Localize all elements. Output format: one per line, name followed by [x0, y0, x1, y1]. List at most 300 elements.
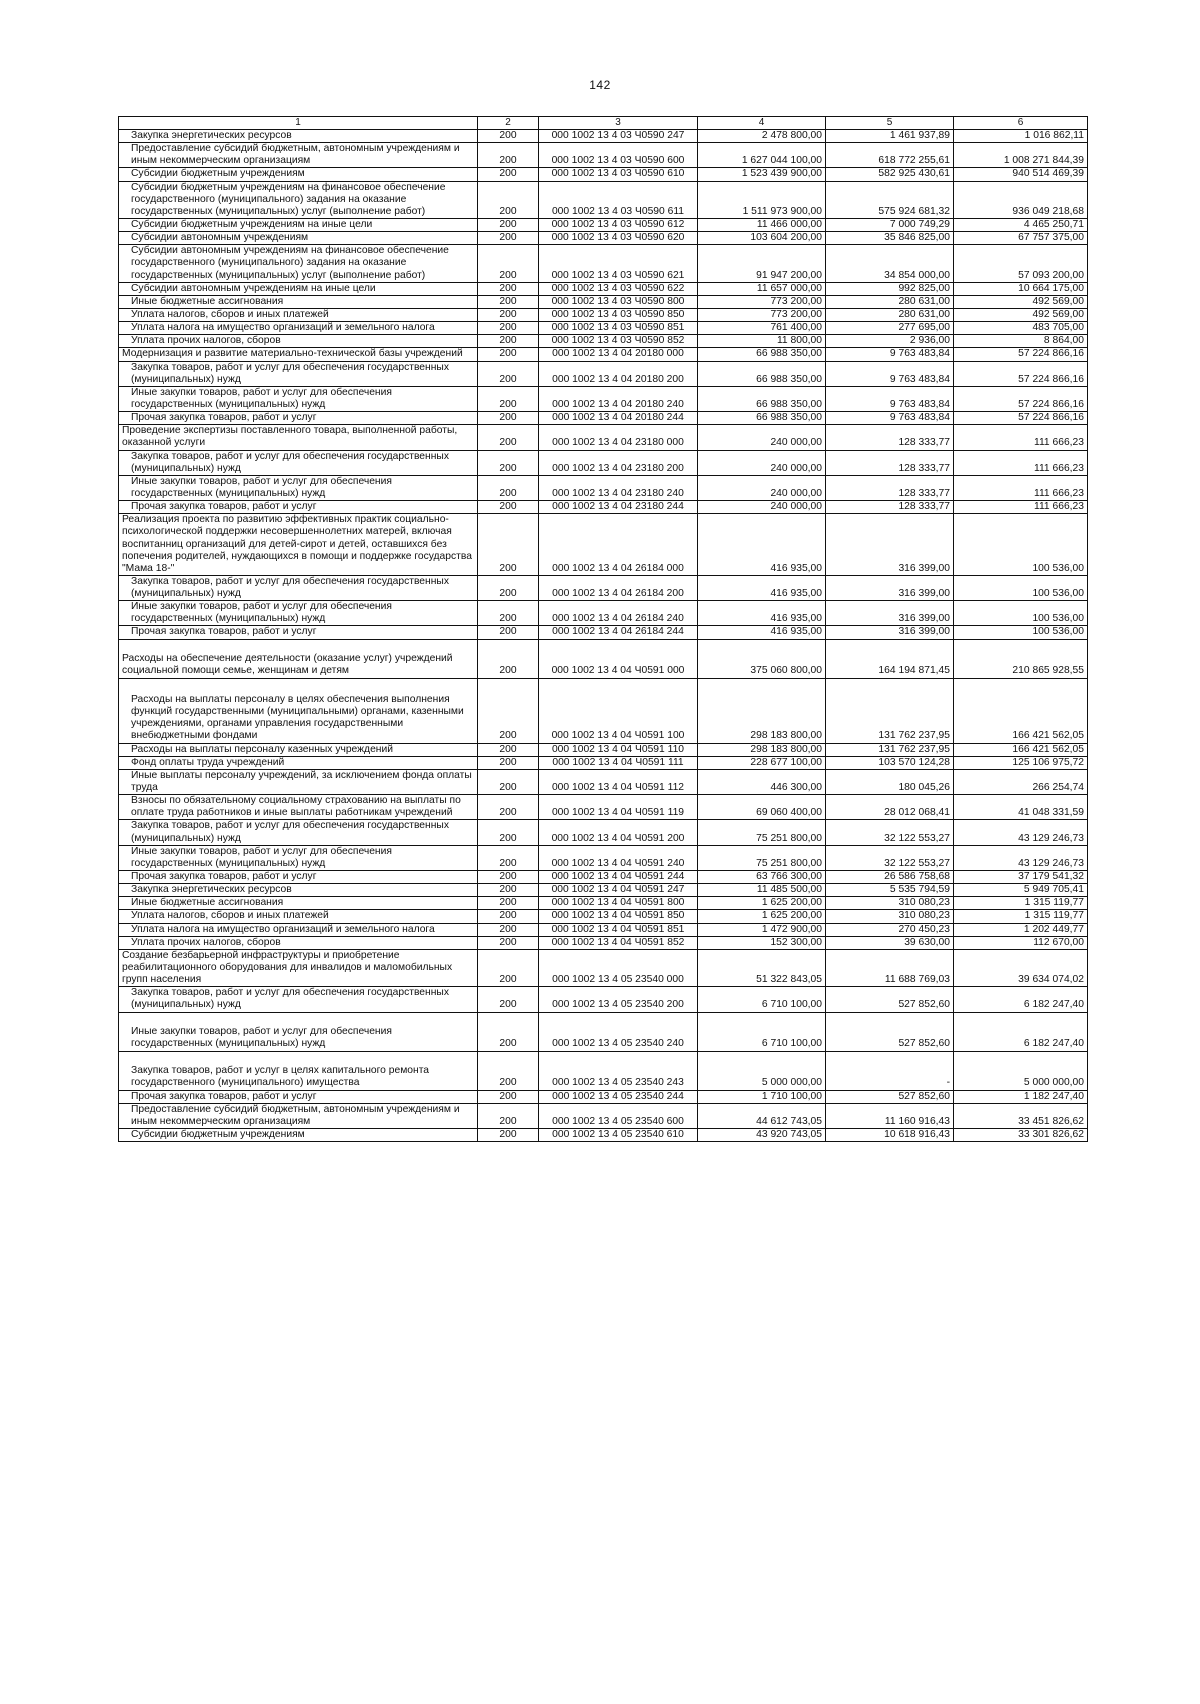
row-classification-code: 000 1002 13 4 03 Ч0590 852 — [539, 335, 698, 348]
row-executed-amount: 280 631,00 — [826, 308, 954, 321]
row-approved-amount: 1 523 439 900,00 — [698, 168, 826, 181]
row-executed-amount: 32 122 553,27 — [826, 845, 954, 870]
row-gr-code: 200 — [478, 601, 539, 626]
row-remaining-amount: 1 202 449,77 — [954, 923, 1088, 936]
row-remaining-amount: 100 536,00 — [954, 575, 1088, 600]
row-remaining-amount: 492 569,00 — [954, 295, 1088, 308]
row-remaining-amount: 210 865 928,55 — [954, 639, 1088, 678]
row-gr-code: 200 — [478, 769, 539, 794]
row-gr-code: 200 — [478, 181, 539, 218]
row-name: Предоставление субсидий бюджетным, автономным учреждениям и иным некоммерческим организациям — [119, 1103, 478, 1128]
table-row — [119, 910, 1088, 923]
row-classification-code: 000 1002 13 4 04 Ч0591 247 — [539, 884, 698, 897]
row-executed-amount: 527 852,60 — [826, 987, 954, 1012]
row-remaining-amount: 10 664 175,00 — [954, 282, 1088, 295]
row-classification-code: 000 1002 13 4 03 Ч0590 247 — [539, 130, 698, 143]
row-approved-amount: 416 935,00 — [698, 575, 826, 600]
row-classification-code: 000 1002 13 4 03 Ч0590 612 — [539, 218, 698, 231]
table-row — [119, 425, 1088, 450]
row-name: Прочая закупка товаров, работ и услуг — [119, 626, 478, 639]
row-gr-code: 200 — [478, 1012, 539, 1051]
row-executed-amount: 35 846 825,00 — [826, 232, 954, 245]
row-approved-amount: 1 472 900,00 — [698, 923, 826, 936]
row-classification-code: 000 1002 13 4 04 Ч0591 000 — [539, 639, 698, 678]
row-executed-amount: 316 399,00 — [826, 575, 954, 600]
table-row — [119, 601, 1088, 626]
row-name: Уплата налогов, сборов и иных платежей — [119, 308, 478, 321]
row-remaining-amount: 57 093 200,00 — [954, 245, 1088, 282]
row-gr-code: 200 — [478, 282, 539, 295]
column-number: 5 — [826, 117, 954, 130]
row-gr-code: 200 — [478, 425, 539, 450]
table-row — [119, 936, 1088, 949]
row-name: Иные закупки товаров, работ и услуг для обеспечения государственных (муниципальных) нужд — [119, 475, 478, 500]
row-name: Прочая закупка товаров, работ и услуг — [119, 871, 478, 884]
row-classification-code: 000 1002 13 4 03 Ч0590 850 — [539, 308, 698, 321]
row-remaining-amount: 5 949 705,41 — [954, 884, 1088, 897]
row-gr-code: 200 — [478, 218, 539, 231]
table-row — [119, 450, 1088, 475]
row-executed-amount: 575 924 681,32 — [826, 181, 954, 218]
table-row — [119, 1051, 1088, 1090]
row-gr-code: 200 — [478, 575, 539, 600]
row-approved-amount: 446 300,00 — [698, 769, 826, 794]
row-executed-amount: 316 399,00 — [826, 514, 954, 576]
row-name: Иные бюджетные ассигнования — [119, 897, 478, 910]
row-executed-amount: 618 772 255,61 — [826, 143, 954, 168]
row-gr-code: 200 — [478, 1103, 539, 1128]
row-executed-amount: 26 586 758,68 — [826, 871, 954, 884]
table-row — [119, 475, 1088, 500]
row-name: Уплата налога на имущество организаций и земельного налога — [119, 923, 478, 936]
row-executed-amount: 9 763 483,84 — [826, 361, 954, 386]
row-gr-code: 200 — [478, 923, 539, 936]
row-executed-amount: 9 763 483,84 — [826, 412, 954, 425]
row-classification-code: 000 1002 13 4 04 20180 240 — [539, 386, 698, 411]
row-approved-amount: 1 511 973 900,00 — [698, 181, 826, 218]
row-name: Прочая закупка товаров, работ и услуг — [119, 501, 478, 514]
row-approved-amount: 66 988 350,00 — [698, 348, 826, 361]
table-row — [119, 845, 1088, 870]
row-gr-code: 200 — [478, 295, 539, 308]
row-approved-amount: 5 000 000,00 — [698, 1051, 826, 1090]
row-executed-amount: 28 012 068,41 — [826, 795, 954, 820]
row-classification-code: 000 1002 13 4 04 20180 200 — [539, 361, 698, 386]
row-name: Иные закупки товаров, работ и услуг для обеспечения государственных (муниципальных) нужд — [119, 845, 478, 870]
table-row — [119, 245, 1088, 282]
row-remaining-amount: 57 224 866,16 — [954, 412, 1088, 425]
table-body — [119, 130, 1088, 1142]
row-classification-code: 000 1002 13 4 03 Ч0590 851 — [539, 322, 698, 335]
row-name: Уплата прочих налогов, сборов — [119, 335, 478, 348]
row-classification-code: 000 1002 13 4 04 Ч0591 800 — [539, 897, 698, 910]
row-executed-amount: 131 762 237,95 — [826, 678, 954, 743]
table-row — [119, 218, 1088, 231]
row-name: Закупка энергетических ресурсов — [119, 130, 478, 143]
table-row — [119, 639, 1088, 678]
row-remaining-amount: 8 864,00 — [954, 335, 1088, 348]
row-executed-amount: 128 333,77 — [826, 425, 954, 450]
row-approved-amount: 416 935,00 — [698, 626, 826, 639]
row-executed-amount: 310 080,23 — [826, 910, 954, 923]
row-name: Субсидии бюджетным учреждениям на финансовое обеспечение государственного (муниципального) задания на оказание государственных (муниципальных) услуг (выполнение работ) — [119, 181, 478, 218]
row-name: Прочая закупка товаров, работ и услуг — [119, 1090, 478, 1103]
row-executed-amount: 32 122 553,27 — [826, 820, 954, 845]
row-name: Уплата налога на имущество организаций и земельного налога — [119, 322, 478, 335]
row-approved-amount: 416 935,00 — [698, 601, 826, 626]
row-executed-amount: 34 854 000,00 — [826, 245, 954, 282]
row-executed-amount: 180 045,26 — [826, 769, 954, 794]
column-number: 6 — [954, 117, 1088, 130]
row-classification-code: 000 1002 13 4 05 23540 600 — [539, 1103, 698, 1128]
row-executed-amount: 2 936,00 — [826, 335, 954, 348]
row-approved-amount: 66 988 350,00 — [698, 361, 826, 386]
row-classification-code: 000 1002 13 4 03 Ч0590 800 — [539, 295, 698, 308]
row-classification-code: 000 1002 13 4 04 26184 244 — [539, 626, 698, 639]
row-name: Модернизация и развитие материально-технической базы учреждений — [119, 348, 478, 361]
row-approved-amount: 152 300,00 — [698, 936, 826, 949]
row-gr-code: 200 — [478, 845, 539, 870]
row-remaining-amount: 166 421 562,05 — [954, 743, 1088, 756]
row-classification-code: 000 1002 13 4 04 Ч0591 110 — [539, 743, 698, 756]
table-row — [119, 501, 1088, 514]
row-remaining-amount: 67 757 375,00 — [954, 232, 1088, 245]
row-approved-amount: 11 657 000,00 — [698, 282, 826, 295]
row-executed-amount: 103 570 124,28 — [826, 756, 954, 769]
row-remaining-amount: 1 182 247,40 — [954, 1090, 1088, 1103]
row-remaining-amount: 125 106 975,72 — [954, 756, 1088, 769]
row-gr-code: 200 — [478, 820, 539, 845]
row-approved-amount: 298 183 800,00 — [698, 678, 826, 743]
row-name: Закупка товаров, работ и услуг для обеспечения государственных (муниципальных) нужд — [119, 820, 478, 845]
row-name: Закупка товаров, работ и услуг для обеспечения государственных (муниципальных) нужд — [119, 575, 478, 600]
row-classification-code: 000 1002 13 4 04 Ч0591 111 — [539, 756, 698, 769]
row-gr-code: 200 — [478, 884, 539, 897]
row-gr-code: 200 — [478, 335, 539, 348]
row-executed-amount: 5 535 794,59 — [826, 884, 954, 897]
row-name: Субсидии бюджетным учреждениям — [119, 168, 478, 181]
row-name: Закупка товаров, работ и услуг для обеспечения государственных (муниципальных) нужд — [119, 987, 478, 1012]
row-classification-code: 000 1002 13 4 03 Ч0590 611 — [539, 181, 698, 218]
row-remaining-amount: 6 182 247,40 — [954, 1012, 1088, 1051]
row-remaining-amount: 111 666,23 — [954, 501, 1088, 514]
row-executed-amount: - — [826, 1051, 954, 1090]
table-row — [119, 1090, 1088, 1103]
row-remaining-amount: 57 224 866,16 — [954, 348, 1088, 361]
row-name: Иные закупки товаров, работ и услуг для обеспечения государственных (муниципальных) нужд — [119, 601, 478, 626]
row-gr-code: 200 — [478, 232, 539, 245]
row-approved-amount: 2 478 800,00 — [698, 130, 826, 143]
row-name: Закупка товаров, работ и услуг для обеспечения государственных (муниципальных) нужд — [119, 450, 478, 475]
row-gr-code: 200 — [478, 412, 539, 425]
row-executed-amount: 128 333,77 — [826, 450, 954, 475]
row-gr-code: 200 — [478, 987, 539, 1012]
table-row — [119, 820, 1088, 845]
row-gr-code: 200 — [478, 678, 539, 743]
row-approved-amount: 228 677 100,00 — [698, 756, 826, 769]
row-classification-code: 000 1002 13 4 05 23540 610 — [539, 1129, 698, 1142]
table-row — [119, 295, 1088, 308]
table-row — [119, 130, 1088, 143]
row-approved-amount: 761 400,00 — [698, 322, 826, 335]
row-name: Прочая закупка товаров, работ и услуг — [119, 412, 478, 425]
row-name: Уплата налогов, сборов и иных платежей — [119, 910, 478, 923]
row-executed-amount: 527 852,60 — [826, 1012, 954, 1051]
row-classification-code: 000 1002 13 4 03 Ч0590 600 — [539, 143, 698, 168]
row-gr-code: 200 — [478, 143, 539, 168]
row-name: Расходы на обеспечение деятельности (оказание услуг) учреждений социальной помощи семье, женщинам и детям — [119, 639, 478, 678]
row-executed-amount: 9 763 483,84 — [826, 386, 954, 411]
column-number: 4 — [698, 117, 826, 130]
row-remaining-amount: 100 536,00 — [954, 514, 1088, 576]
table-row — [119, 143, 1088, 168]
row-name: Создание безбарьерной инфраструктуры и приобретение реабилитационного оборудования для инвалидов и маломобильных групп населения — [119, 949, 478, 986]
row-approved-amount: 91 947 200,00 — [698, 245, 826, 282]
row-name: Иные закупки товаров, работ и услуг для обеспечения государственных (муниципальных) нужд — [119, 1012, 478, 1051]
row-gr-code: 200 — [478, 897, 539, 910]
row-name: Субсидии автономным учреждениям — [119, 232, 478, 245]
row-remaining-amount: 41 048 331,59 — [954, 795, 1088, 820]
page-number: 142 — [589, 78, 611, 92]
row-remaining-amount: 33 451 826,62 — [954, 1103, 1088, 1128]
row-name: Фонд оплаты труда учреждений — [119, 756, 478, 769]
row-gr-code: 200 — [478, 245, 539, 282]
row-classification-code: 000 1002 13 4 03 Ч0590 610 — [539, 168, 698, 181]
row-gr-code: 200 — [478, 475, 539, 500]
row-remaining-amount: 6 182 247,40 — [954, 987, 1088, 1012]
table-row — [119, 987, 1088, 1012]
row-classification-code: 000 1002 13 4 04 Ч0591 240 — [539, 845, 698, 870]
row-remaining-amount: 37 179 541,32 — [954, 871, 1088, 884]
row-name: Взносы по обязательному социальному страхованию на выплаты по оплате труда работников и иные выплаты работникам учреждений — [119, 795, 478, 820]
row-classification-code: 000 1002 13 4 04 Ч0591 100 — [539, 678, 698, 743]
table-row — [119, 335, 1088, 348]
row-approved-amount: 66 988 350,00 — [698, 386, 826, 411]
table-row — [119, 181, 1088, 218]
row-remaining-amount: 57 224 866,16 — [954, 361, 1088, 386]
row-gr-code: 200 — [478, 743, 539, 756]
row-remaining-amount: 492 569,00 — [954, 308, 1088, 321]
row-gr-code: 200 — [478, 626, 539, 639]
row-gr-code: 200 — [478, 1129, 539, 1142]
column-number: 2 — [478, 117, 539, 130]
row-gr-code: 200 — [478, 450, 539, 475]
table-row — [119, 949, 1088, 986]
row-executed-amount: 128 333,77 — [826, 475, 954, 500]
row-gr-code: 200 — [478, 308, 539, 321]
table-row — [119, 769, 1088, 794]
row-name: Субсидии бюджетным учреждениям на иные цели — [119, 218, 478, 231]
row-remaining-amount: 1 016 862,11 — [954, 130, 1088, 143]
row-name: Проведение экспертизы поставленного товара, выполненной работы, оказанной услуги — [119, 425, 478, 450]
row-approved-amount: 240 000,00 — [698, 501, 826, 514]
table-row — [119, 1129, 1088, 1142]
row-name: Предоставление субсидий бюджетным, автономным учреждениям и иным некоммерческим организациям — [119, 143, 478, 168]
row-remaining-amount: 33 301 826,62 — [954, 1129, 1088, 1142]
row-gr-code: 200 — [478, 936, 539, 949]
table-row — [119, 412, 1088, 425]
row-executed-amount: 128 333,77 — [826, 501, 954, 514]
row-approved-amount: 69 060 400,00 — [698, 795, 826, 820]
row-executed-amount: 316 399,00 — [826, 626, 954, 639]
row-approved-amount: 298 183 800,00 — [698, 743, 826, 756]
row-remaining-amount: 940 514 469,39 — [954, 168, 1088, 181]
row-name: Субсидии автономным учреждениям на финансовое обеспечение государственного (муниципального) задания на оказание государственных (муниципальных) услуг (выполнение работ) — [119, 245, 478, 282]
table-row — [119, 575, 1088, 600]
table-row — [119, 743, 1088, 756]
table-row — [119, 168, 1088, 181]
row-classification-code: 000 1002 13 4 04 20180 000 — [539, 348, 698, 361]
row-approved-amount: 240 000,00 — [698, 450, 826, 475]
row-remaining-amount: 166 421 562,05 — [954, 678, 1088, 743]
row-classification-code: 000 1002 13 4 03 Ч0590 622 — [539, 282, 698, 295]
row-remaining-amount: 266 254,74 — [954, 769, 1088, 794]
row-remaining-amount: 43 129 246,73 — [954, 820, 1088, 845]
row-gr-code: 200 — [478, 130, 539, 143]
row-approved-amount: 11 485 500,00 — [698, 884, 826, 897]
row-gr-code: 200 — [478, 514, 539, 576]
row-approved-amount: 240 000,00 — [698, 425, 826, 450]
row-classification-code: 000 1002 13 4 04 26184 000 — [539, 514, 698, 576]
row-executed-amount: 7 000 749,29 — [826, 218, 954, 231]
row-name: Иные бюджетные ассигнования — [119, 295, 478, 308]
row-approved-amount: 75 251 800,00 — [698, 845, 826, 870]
row-remaining-amount: 1 008 271 844,39 — [954, 143, 1088, 168]
column-number: 1 — [119, 117, 478, 130]
row-classification-code: 000 1002 13 4 04 Ч0591 852 — [539, 936, 698, 949]
row-gr-code: 200 — [478, 1051, 539, 1090]
table-row — [119, 756, 1088, 769]
row-remaining-amount: 39 634 074,02 — [954, 949, 1088, 986]
row-name: Уплата прочих налогов, сборов — [119, 936, 478, 949]
row-classification-code: 000 1002 13 4 04 Ч0591 200 — [539, 820, 698, 845]
row-name: Реализация проекта по развитию эффективных практик социально-психологической поддержки несовершеннолетних матерей, включая воспитанниц организаций для детей-сирот и детей, оставшихся без попечения родителей, нуждающихся в помощи и поддержке государства "Мама 18-" — [119, 514, 478, 576]
row-classification-code: 000 1002 13 4 04 Ч0591 244 — [539, 871, 698, 884]
row-classification-code: 000 1002 13 4 04 Ч0591 850 — [539, 910, 698, 923]
row-remaining-amount: 100 536,00 — [954, 601, 1088, 626]
row-remaining-amount: 43 129 246,73 — [954, 845, 1088, 870]
row-executed-amount: 11 160 916,43 — [826, 1103, 954, 1128]
row-executed-amount: 277 695,00 — [826, 322, 954, 335]
row-classification-code: 000 1002 13 4 04 23180 200 — [539, 450, 698, 475]
row-approved-amount: 43 920 743,05 — [698, 1129, 826, 1142]
row-approved-amount: 103 604 200,00 — [698, 232, 826, 245]
row-executed-amount: 164 194 871,45 — [826, 639, 954, 678]
row-classification-code: 000 1002 13 4 04 20180 244 — [539, 412, 698, 425]
row-gr-code: 200 — [478, 322, 539, 335]
row-name: Иные выплаты персоналу учреждений, за исключением фонда оплаты труда — [119, 769, 478, 794]
row-classification-code: 000 1002 13 4 05 23540 243 — [539, 1051, 698, 1090]
row-gr-code: 200 — [478, 168, 539, 181]
row-approved-amount: 375 060 800,00 — [698, 639, 826, 678]
row-approved-amount: 416 935,00 — [698, 514, 826, 576]
row-classification-code: 000 1002 13 4 04 26184 240 — [539, 601, 698, 626]
table-row — [119, 678, 1088, 743]
row-remaining-amount: 1 315 119,77 — [954, 897, 1088, 910]
table-row — [119, 386, 1088, 411]
row-classification-code: 000 1002 13 4 04 23180 240 — [539, 475, 698, 500]
row-classification-code: 000 1002 13 4 04 26184 200 — [539, 575, 698, 600]
row-executed-amount: 10 618 916,43 — [826, 1129, 954, 1142]
row-executed-amount: 131 762 237,95 — [826, 743, 954, 756]
row-remaining-amount: 936 049 218,68 — [954, 181, 1088, 218]
table-row — [119, 1012, 1088, 1051]
table-row — [119, 923, 1088, 936]
row-remaining-amount: 4 465 250,71 — [954, 218, 1088, 231]
row-remaining-amount: 5 000 000,00 — [954, 1051, 1088, 1090]
row-name: Закупка товаров, работ и услуг для обеспечения государственных (муниципальных) нужд — [119, 361, 478, 386]
row-approved-amount: 66 988 350,00 — [698, 412, 826, 425]
row-executed-amount: 582 925 430,61 — [826, 168, 954, 181]
row-approved-amount: 773 200,00 — [698, 295, 826, 308]
row-gr-code: 200 — [478, 361, 539, 386]
row-approved-amount: 63 766 300,00 — [698, 871, 826, 884]
row-name: Иные закупки товаров, работ и услуг для обеспечения государственных (муниципальных) нужд — [119, 386, 478, 411]
table-row — [119, 626, 1088, 639]
table-row — [119, 282, 1088, 295]
row-name: Субсидии бюджетным учреждениям — [119, 1129, 478, 1142]
table-row — [119, 361, 1088, 386]
row-approved-amount: 1 625 200,00 — [698, 910, 826, 923]
row-approved-amount: 11 800,00 — [698, 335, 826, 348]
row-classification-code: 000 1002 13 4 05 23540 240 — [539, 1012, 698, 1051]
table-row — [119, 348, 1088, 361]
table-row — [119, 884, 1088, 897]
row-classification-code: 000 1002 13 4 03 Ч0590 620 — [539, 232, 698, 245]
table-row — [119, 897, 1088, 910]
row-classification-code: 000 1002 13 4 05 23540 000 — [539, 949, 698, 986]
row-executed-amount: 280 631,00 — [826, 295, 954, 308]
row-remaining-amount: 1 315 119,77 — [954, 910, 1088, 923]
row-gr-code: 200 — [478, 910, 539, 923]
row-gr-code: 200 — [478, 501, 539, 514]
row-classification-code: 000 1002 13 4 04 23180 000 — [539, 425, 698, 450]
row-approved-amount: 1 627 044 100,00 — [698, 143, 826, 168]
table-row — [119, 308, 1088, 321]
row-executed-amount: 527 852,60 — [826, 1090, 954, 1103]
row-name: Закупка энергетических ресурсов — [119, 884, 478, 897]
row-name: Субсидии автономным учреждениям на иные цели — [119, 282, 478, 295]
row-approved-amount: 240 000,00 — [698, 475, 826, 500]
row-executed-amount: 1 461 937,89 — [826, 130, 954, 143]
row-approved-amount: 44 612 743,05 — [698, 1103, 826, 1128]
row-remaining-amount: 100 536,00 — [954, 626, 1088, 639]
column-number: 3 — [539, 117, 698, 130]
row-approved-amount: 6 710 100,00 — [698, 987, 826, 1012]
row-executed-amount: 270 450,23 — [826, 923, 954, 936]
row-approved-amount: 1 625 200,00 — [698, 897, 826, 910]
row-remaining-amount: 111 666,23 — [954, 450, 1088, 475]
row-classification-code: 000 1002 13 4 05 23540 200 — [539, 987, 698, 1012]
row-remaining-amount: 483 705,00 — [954, 322, 1088, 335]
row-executed-amount: 310 080,23 — [826, 897, 954, 910]
row-gr-code: 200 — [478, 386, 539, 411]
row-approved-amount: 51 322 843,05 — [698, 949, 826, 986]
row-remaining-amount: 57 224 866,16 — [954, 386, 1088, 411]
row-gr-code: 200 — [478, 756, 539, 769]
row-classification-code: 000 1002 13 4 04 Ч0591 851 — [539, 923, 698, 936]
row-approved-amount: 75 251 800,00 — [698, 820, 826, 845]
row-approved-amount: 773 200,00 — [698, 308, 826, 321]
budget-execution-table — [118, 116, 1088, 1142]
table-row — [119, 871, 1088, 884]
row-gr-code: 200 — [478, 949, 539, 986]
row-classification-code: 000 1002 13 4 04 23180 244 — [539, 501, 698, 514]
row-remaining-amount: 112 670,00 — [954, 936, 1088, 949]
column-number-row — [119, 117, 1088, 130]
row-approved-amount: 1 710 100,00 — [698, 1090, 826, 1103]
row-approved-amount: 6 710 100,00 — [698, 1012, 826, 1051]
